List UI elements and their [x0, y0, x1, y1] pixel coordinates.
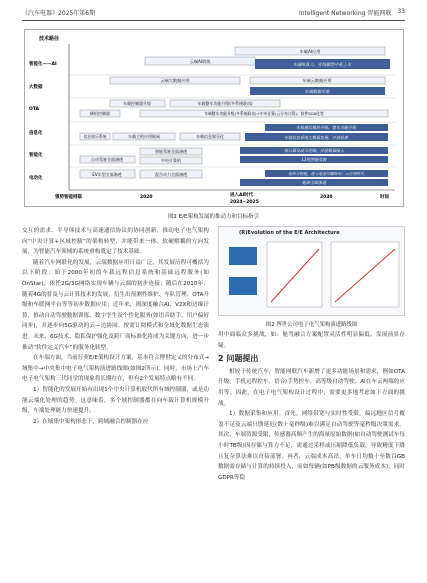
- svg-text:能源全面渗透: 能源全面渗透: [302, 180, 326, 185]
- section-name: Intelligent Networking 智能网联: [298, 9, 392, 17]
- svg-text:车端整车功能升级(多系统联动)+中央计算(云分布计算)、软件: 车端整车功能升级(多系统联动)+中央计算(云分布计算)、软件SOA化等: [204, 111, 324, 116]
- paragraph: 在车端方面，当前行业E/E架构设计方案，基本符合博世定义的分布式→域集中→中央集中电子电气架构演进路线图(如图2所示)。同时，市场上汽车电子电气架构三代同堂的现象将长期存在，但有2个发展特点略有不同。: [22, 355, 209, 383]
- page-header: [22, 6, 405, 18]
- svg-text:执行器及动力控制、开放数据接入: 执行器及动力控制、开放数据接入: [284, 148, 344, 153]
- right-column: [218, 330, 405, 483]
- svg-text:车载整车功能升级(多系统联动): 车载整车功能升级(多系统联动): [197, 101, 253, 106]
- svg-text:云端大数据应用: 云端大数据应用: [160, 78, 190, 83]
- left-column: [22, 226, 209, 427]
- fig1-year-range: 2024~2025: [230, 200, 259, 205]
- row-label: 电动化: [29, 176, 43, 181]
- svg-text:L3级智能驾驶: L3级智能驾驶: [301, 157, 327, 162]
- svg-text:车端数据采集: 车端数据采集: [304, 89, 330, 94]
- row-label: 大数据: [29, 85, 43, 90]
- figure-2-diagram: [219, 227, 406, 317]
- section-heading: 2 问题提出: [218, 354, 259, 364]
- fig2-block: [229, 247, 257, 265]
- paragraph: 1）数据采集和应用。首先，网络带宽与实时性受限，偏远地区信号覆盖不足及云端只馈延迟(数十毫秒级)难以满足自动驾驶等毫秒级决策需求。其次，车端资源受限，传感器高频产生的海量原始数据(如自动驾驶测试车每小时TB级)因存储与算力不足，需通过采样或压缩降低负载，导致精度下降且复杂算法难以直接部署。再者，云端成本高昂，单车日均数十至数百GB数据需存储与计算的持续投入，而如每辆(如PB级数据的云服务成本)，同时GDPR等隐: [218, 411, 405, 481]
- row-label: 智能化——AI: [29, 62, 57, 67]
- fig1-time-label: 时间: [380, 195, 389, 200]
- figure-2: [218, 226, 405, 316]
- fig2-block: [229, 277, 257, 295]
- fig1-bottom-left: 强势智能网联: [55, 195, 82, 200]
- figure-1-diagram: [25, 30, 405, 208]
- page-number: 33: [397, 7, 405, 15]
- svg-text:中央计算机: 中央计算机: [161, 158, 181, 163]
- svg-text:车载控制器升级: 车载控制器升级: [123, 101, 151, 106]
- row-label: 智能化: [29, 153, 43, 158]
- row-label: 信息化: [29, 131, 43, 136]
- svg-text:信息娱乐系统: 信息娱乐系统: [83, 134, 107, 139]
- journal-name: 《汽车电器》2025年第6期: [22, 9, 96, 17]
- fig1-yaxis-title: 技术路径: [39, 36, 60, 42]
- svg-text:车端AI算力、在线模型中枢上车: 车端AI算力、在线模型中枢上车: [292, 62, 352, 67]
- svg-text:车载主机应用联网: 车载主机应用联网: [128, 134, 160, 139]
- paragraph: 交互的需求、半导体技术与高速通信协议的协同创新，推动电子电气架构向“中央计算+区域控制”的架构转型，并能带来一体、软硬解耦的方向发展，为智能汽车领域的系统重构奠定了技术基础。: [22, 228, 209, 256]
- paragraph: 1）智能化的发展开始有出现1个中央计算机取代所有域控制器，或是功能云端化处理的趋势。这意味着，多个域控制器都在向车载计算机规模升级，车端处理能力快速提升。: [22, 386, 209, 415]
- fig1-year: 2020: [140, 195, 153, 200]
- paragraph: 用中面临众多挑战，如：舱驾融合方案配置灵活性明显偏低、发展前景存疑。: [218, 332, 405, 349]
- fig1-ai-era: 进入AI时代: [230, 193, 254, 198]
- paragraph: 2）在域集中架构形态下，跨域融合控制器在应: [33, 418, 149, 425]
- svg-text:电机与智能、进入电池可辅助车厂云应用时代: 电机与智能、进入电池可辅助车厂云应用时代: [288, 171, 364, 176]
- svg-text:车载信息系统大数据发展、开放收费: 车载信息系统大数据发展、开放收费: [284, 135, 348, 140]
- fig2-block: [331, 242, 399, 307]
- svg-text:车端云数据应用: 车端云数据应用: [302, 78, 332, 83]
- svg-text:车载通信模块升级、整车功能升级: 车载通信模块升级、整车功能升级: [296, 125, 356, 130]
- paragraph: 相较于传统汽车，智能网联汽车新增了更多功能场景和需求，例如OTA升级、手机远程控车、语音/手势控车、高等级自动驾驶、AI在车云两端的应用等。因此，在电子电气架构设计过程中，需要更多地考虑如下方面的挑战。: [218, 368, 405, 407]
- paragraph: 随着汽车网联化的发展，云端数据应用日益广泛，其发展历程可概括为以下阶段：始于2000年初的车载远程信息系统和基础远程服务(如OnStar)，依托2G/3G网络实现车辆与云端的初步连接；随后在2010年，随着4G的普及与云计算技术的发展，衍生出预测性维护、车队管理、OTA升级和车联网平台等等初步数据应用；近年来，则深度融合AI、V2X和边缘计算，推动自动驾驶数据训练、数字孪生及个性化服务(如语音助手、用户偏好同步)，并逐步向5G驱动的云—边协同、按需订阅模式和全域化数据生态演进。未来，6G技术、隐私保护强化及跨厂商标准化将成为关键方向，进一步推动“软件定义汽车”的服务化转型。: [22, 259, 209, 351]
- figure-1-caption: 图1 E/E架构发展的推动力和目标指引: [167, 214, 260, 220]
- svg-text:自动驾驶全面渗透: 自动驾驶全面渗透: [91, 157, 123, 162]
- svg-text:车载信息娱乐化: 车载信息娱乐化: [196, 134, 224, 139]
- svg-text:车载AI应用: 车载AI应用: [299, 49, 321, 54]
- svg-text:智能驾驶全面渗透: 智能驾驶全面渗透: [155, 149, 187, 154]
- svg-text:混合动力全面渗透: 混合动力全面渗透: [155, 172, 187, 177]
- row-label: OTA: [29, 107, 40, 112]
- svg-text:云端AI训练: 云端AI训练: [189, 59, 211, 64]
- figure-1: [24, 29, 404, 207]
- svg-text:EV车型全面渗透: EV车型全面渗透: [92, 172, 122, 177]
- svg-text:刷机控制器: 刷机控制器: [90, 111, 110, 116]
- header-rule: [22, 20, 405, 21]
- figure-2-title: (R)Evolution of the E/E Architecture: [239, 230, 340, 236]
- fig1-year: 2030: [320, 195, 333, 200]
- figure-2-caption: 图2 博世公司电子电气架构演进路线图: [265, 322, 358, 328]
